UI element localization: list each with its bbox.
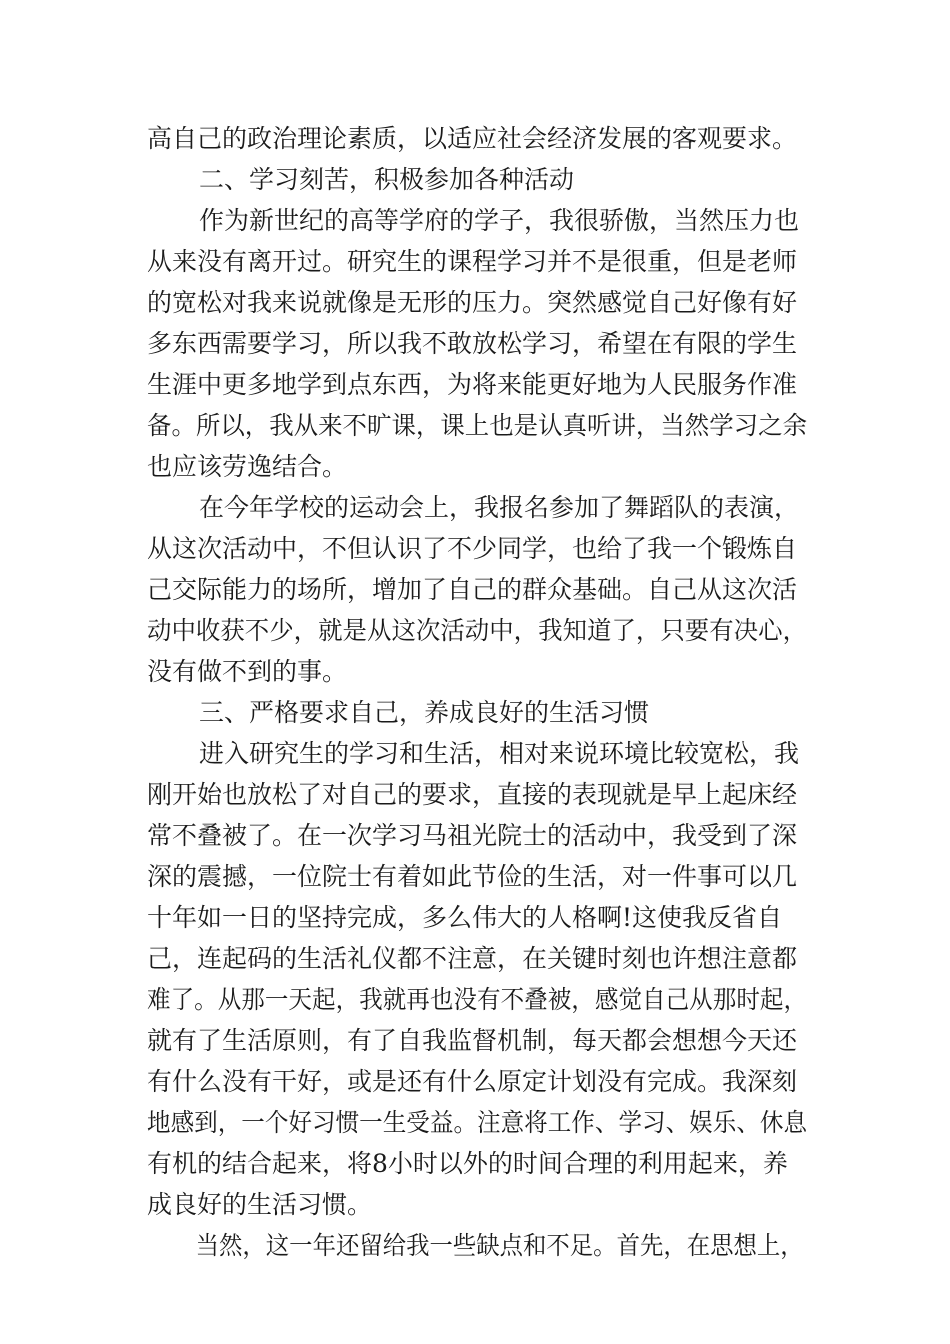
text-line: 从来没有离开过。研究生的课程学习并不是很重，但是老师 [147,247,798,276]
text-line: 当然，这一年还留给我一些缺点和不足。首先，在思想上， [195,1231,804,1260]
text-line: 也应该劳逸结合。 [147,452,348,481]
text-line: 动中收获不少，就是从这次活动中，我知道了，只要有决心， [147,616,808,645]
text-line: 己，连起码的生活礼仪都不注意，在关键时刻也许想注意都 [147,944,798,973]
document-body [147,118,807,1266]
text-line: 没有做不到的事。 [147,657,348,686]
text-line: 十年如一日的坚持完成，多么伟大的人格啊!这使我反省自 [147,903,783,932]
text-line: 常不叠被了。在一次学习马祖光院士的活动中，我受到了深 [147,821,798,850]
text-line: 在今年学校的运动会上，我报名参加了舞蹈队的表演， [199,493,800,522]
text-line: 地感到，一个好习惯一生受益。注意将工作、学习、娱乐、休息 [147,1108,808,1137]
text-line: 有什么没有干好，或是还有什么原定计划没有完成。我深刻 [147,1067,798,1096]
text-line: 多东西需要学习，所以我不敢放松学习，希望在有限的学生 [147,329,798,358]
text-line: 三、严格要求自己，养成良好的生活习惯 [199,698,650,727]
text-line: 就有了生活原则，有了自我监督机制，每天都会想想今天还 [147,1026,798,1055]
text-line: 生涯中更多地学到点东西，为将来能更好地为人民服务作准 [147,370,798,399]
text-line: 的宽松对我来说就像是无形的压力。突然感觉自己好像有好 [147,288,798,317]
text-line: 难了。从那一天起，我就再也没有不叠被，感觉自己从那时起， [147,985,808,1014]
text-line: 深的震撼，一位院士有着如此节俭的生活，对一件事可以几 [147,862,798,891]
text-line: 备。所以，我从来不旷课，课上也是认真听讲，当然学习之余 [147,411,808,440]
text-line: 成良好的生活习惯。 [147,1190,373,1219]
text-line: 从这次活动中，不但认识了不少同学，也给了我一个锻炼自 [147,534,798,563]
text-line: 二、学习刻苦，积极参加各种活动 [199,165,575,194]
text-line: 进入研究生的学习和生活，相对来说环境比较宽松，我 [199,739,800,768]
text-line: 刚开始也放松了对自己的要求，直接的表现就是早上起床经 [147,780,798,809]
text-line: 己交际能力的场所，增加了自己的群众基础。自己从这次活 [147,575,798,604]
text-line: 有机的结合起来，将8小时以外的时间合理的利用起来，养 [147,1149,788,1178]
text-line: 高自己的政治理论素质，以适应社会经济发展的客观要求。 [147,124,798,153]
text-line: 作为新世纪的高等学府的学子，我很骄傲，当然压力也 [199,206,800,235]
